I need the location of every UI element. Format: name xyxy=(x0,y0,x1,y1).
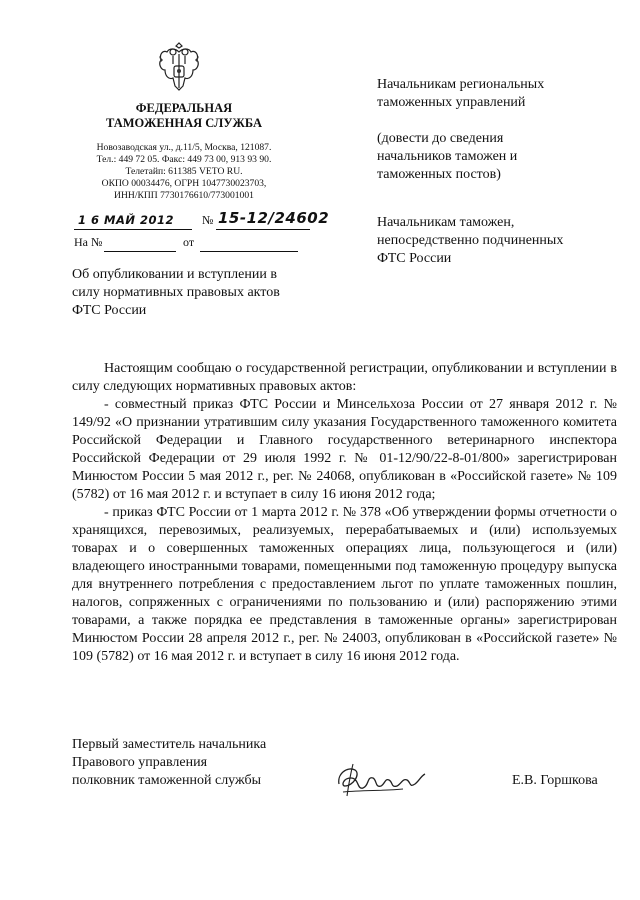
addressee-line: непосредственно подчиненных xyxy=(377,233,564,248)
position-line-3: полковник таможенной службы xyxy=(72,773,262,788)
number-label: № xyxy=(202,213,214,227)
org-address: Новозаводская ул., д.11/5, Москва, 121087. xyxy=(96,142,272,153)
addressee-block-2 xyxy=(377,130,627,184)
registration-date: 1 6 МАЙ 2012 xyxy=(78,213,174,227)
number-underline xyxy=(216,228,310,230)
organization-contacts xyxy=(60,142,308,202)
letter-body xyxy=(72,360,617,666)
body-intro: Настоящим сообщаю о государственной регистрации, опубликовании и вступлении в силу следующих нормативных правовых актов: xyxy=(72,361,617,394)
addressee-line: таможенных управлений xyxy=(377,95,526,110)
subject-line-1: Об опубликовании и вступлении в xyxy=(72,267,277,282)
addressee-line: начальников таможен и xyxy=(377,149,518,164)
letter-subject xyxy=(72,266,322,320)
org-teletype: Телетайп: 611385 VETO RU. xyxy=(125,166,243,177)
addressee-line: таможенных постов) xyxy=(377,167,501,182)
from-label: от xyxy=(183,235,195,249)
body-item-2: - приказ ФТС России от 1 марта 2012 г. № 378 «Об утверждении формы отчетности о хранящихся, перевозимых, реализуемых, перерабатываемых и (или) используемых товарах и о совершенных таможенных операциях лица, пользующегося и (или) владеющего иностранными товарами, помещенными под таможенную процедуру выпуска для внутреннего потребления с предоставлением льгот по уплате таможенных пошлин, налогов, сопряженных с ограничениями по пользованию и (или) распоряжению этими товарами, а также порядка ее представления в таможенные органы» зарегистрирован Минюстом России 28 апреля 2012 г., рег. № 24003, опубликован в «Российской газете» № 109 (5782) от 16 мая 2012 г. и вступает в силу 16 июня 2012 года. xyxy=(72,505,617,664)
body-item-1: - совместный приказ ФТС России и Минсельхоза России от 27 января 2012 г. № 149/92 «О признании утратившим силу указания Государственного таможенного комитета Российской Федерации и Главного государственного ветеринарного инспектора Российской Федерации от 29 июля 1992 г. № 01-12/90/22-8-01/800» зарегистрирован Минюстом России 5 мая 2012 г., рег. № 24068, опубликован в «Российской газете» № 109 (5782) от 16 мая 2012 г. и вступает в силу 16 июня 2012 года; xyxy=(72,397,617,502)
org-name-line-2: ТАМОЖЕННАЯ СЛУЖБА xyxy=(106,116,262,130)
addressee-line: (довести до сведения xyxy=(377,131,504,146)
registration-number: 15-12/24602 xyxy=(218,209,330,227)
russian-coat-of-arms-icon xyxy=(155,42,203,94)
position-line-2: Правового управления xyxy=(72,755,208,770)
org-name-line-1: ФЕДЕРАЛЬНАЯ xyxy=(135,101,233,115)
org-inn-kpp: ИНН/КПП 7730176610/773001001 xyxy=(114,190,254,201)
position-line-1: Первый заместитель начальника xyxy=(72,737,267,752)
subject-line-2: силу нормативных правовых актов xyxy=(72,285,280,300)
reference-label: На № xyxy=(74,235,103,249)
addressee-line: ФТС России xyxy=(377,251,452,266)
signatory-position xyxy=(72,736,332,790)
addressee-block-1 xyxy=(377,76,627,112)
from-blank xyxy=(200,250,298,252)
signatory-name: Е.В. Горшкова xyxy=(512,773,598,788)
subject-line-3: ФТС России xyxy=(72,303,147,318)
organization-name xyxy=(60,101,308,131)
addressee-block-3 xyxy=(377,214,627,268)
handwritten-signature-icon xyxy=(333,756,433,801)
addressee-line: Начальникам таможен, xyxy=(377,215,515,230)
reference-blank xyxy=(104,250,176,252)
date-underline xyxy=(74,228,192,230)
org-okpo-ogrn: ОКПО 00034476, ОГРН 1047730023703, xyxy=(101,178,267,189)
org-phone-fax: Тел.: 449 72 05. Факс: 449 73 00, 913 93 90. xyxy=(96,154,272,165)
addressee-line: Начальникам региональных xyxy=(377,77,545,92)
